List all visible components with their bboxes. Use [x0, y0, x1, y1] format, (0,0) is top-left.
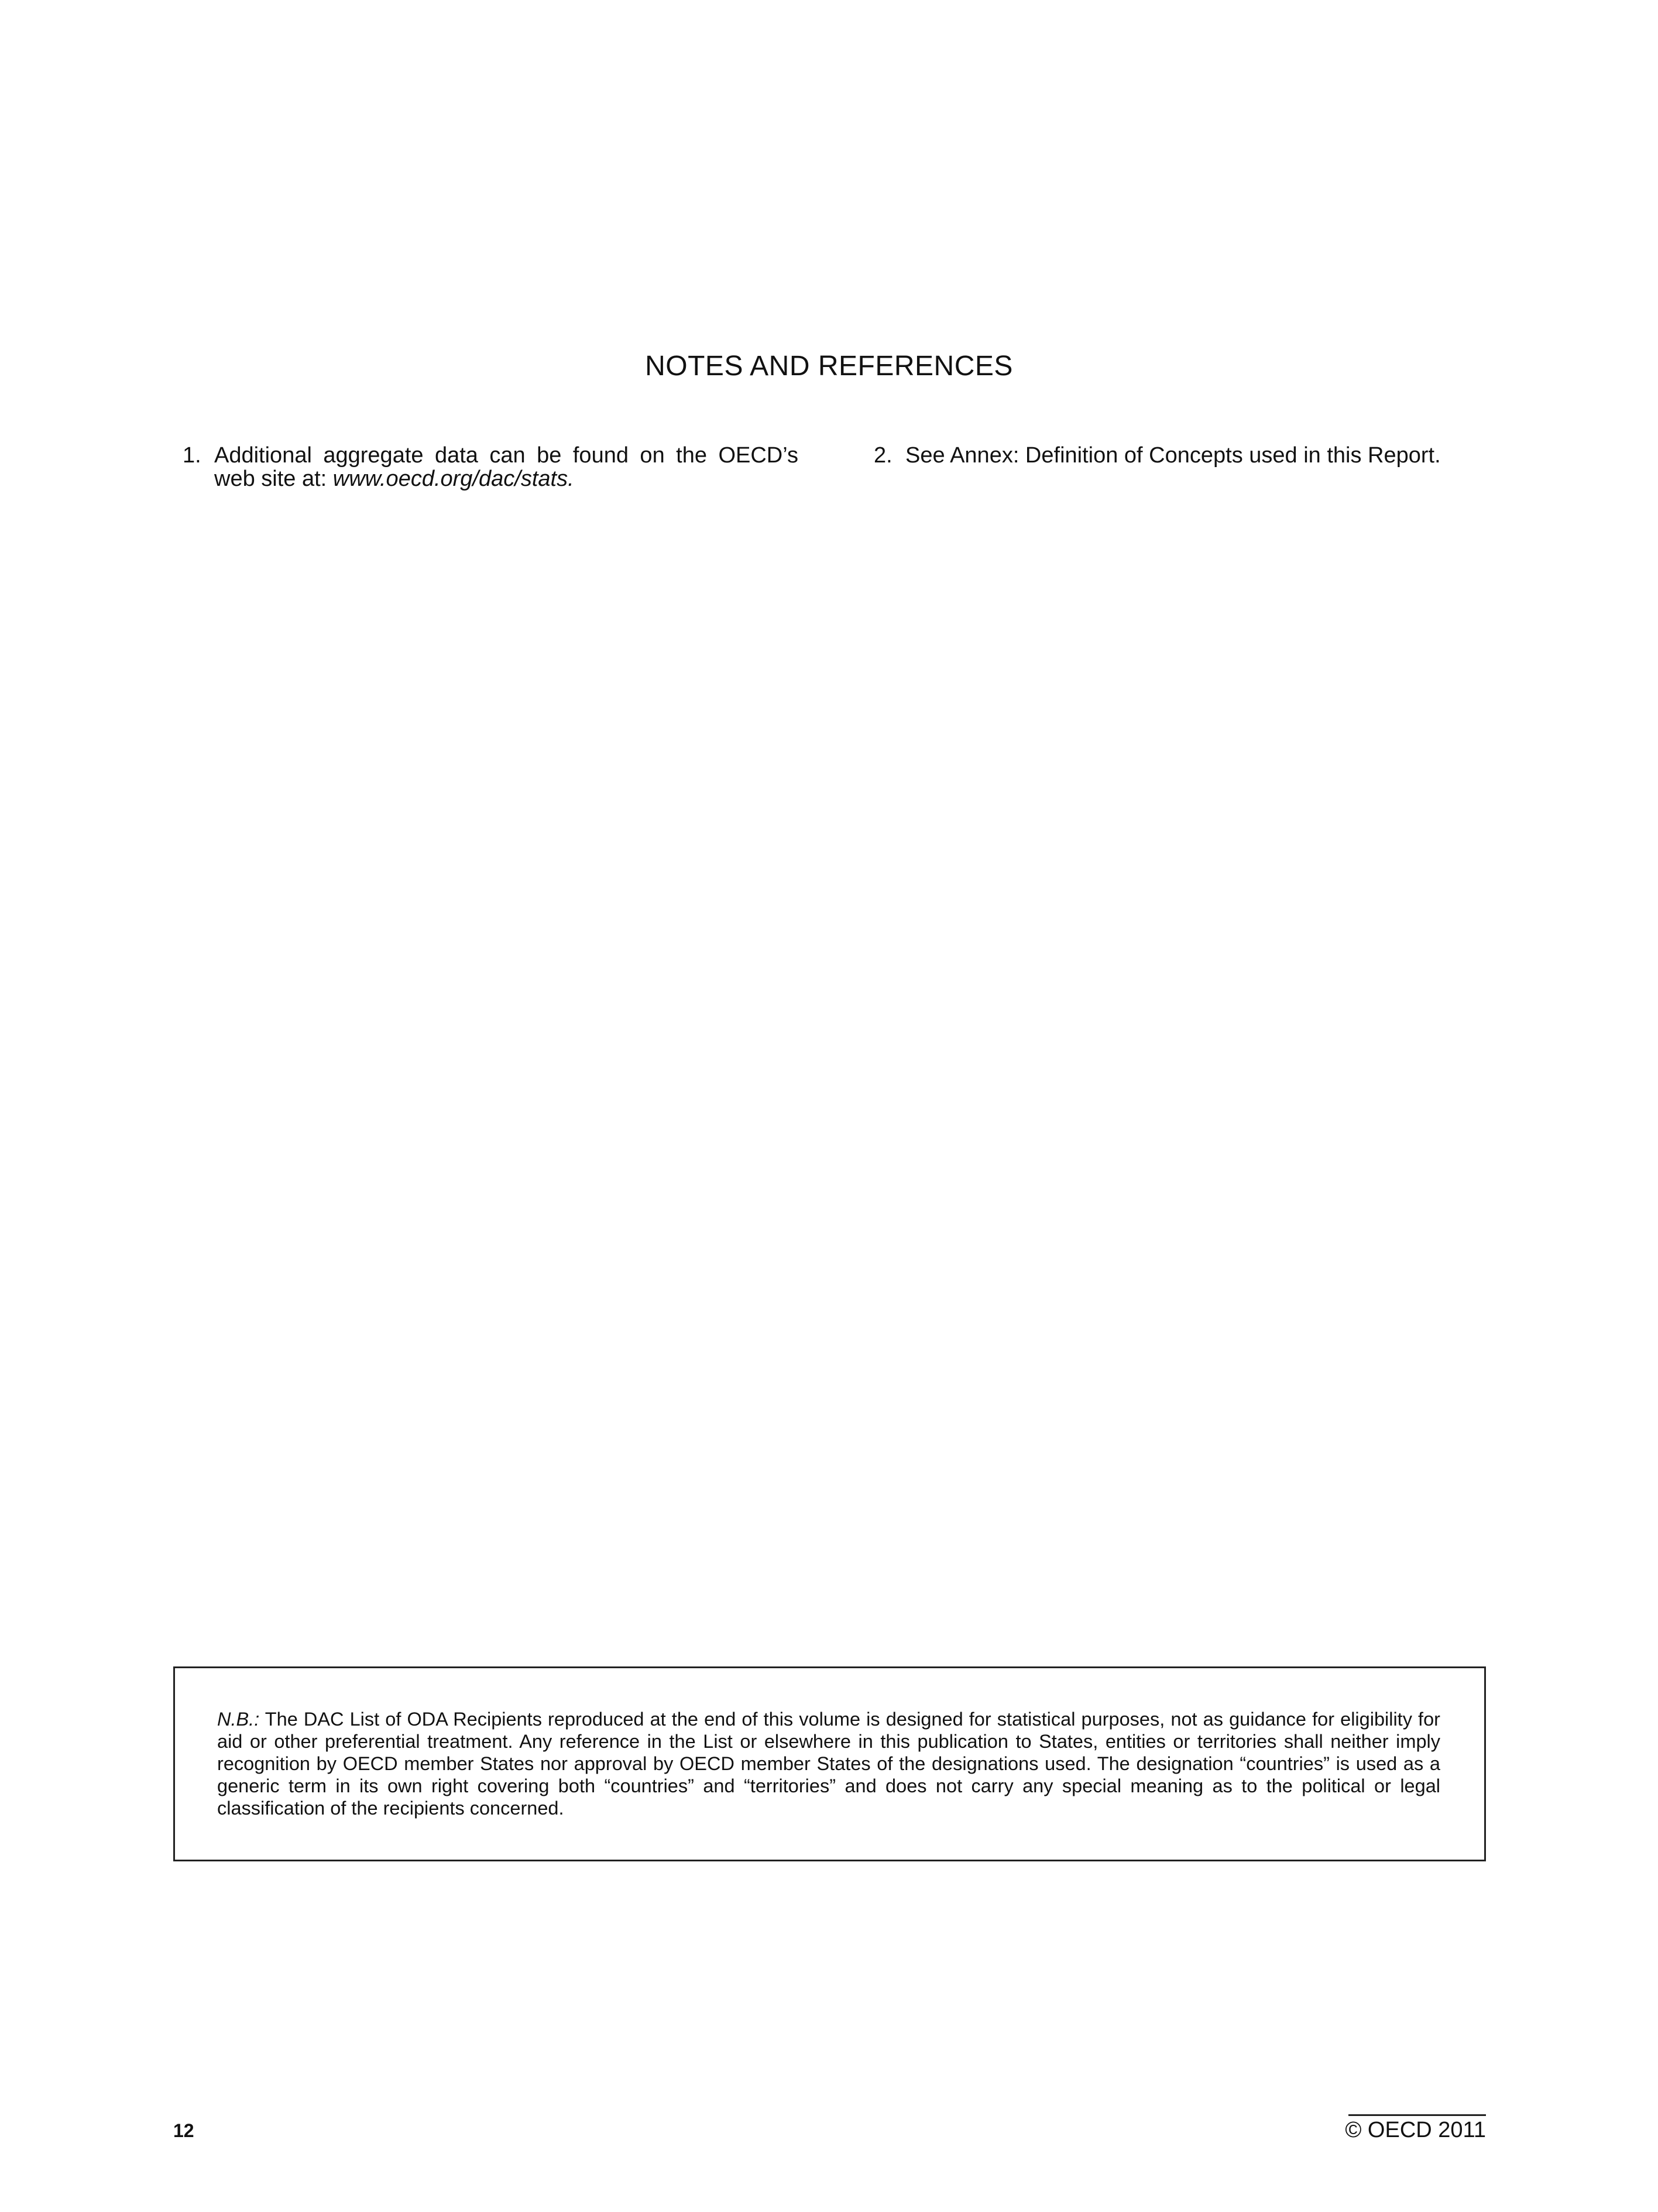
- note-1: [183, 444, 798, 491]
- note-1-body: [214, 444, 798, 491]
- note-1-text: Additional aggregate data can be found on the OECD’s web site at:: [214, 443, 798, 491]
- nb-body: The DAC List of ODA Recipients reproduced at the end of this volume is designed for statistical purposes, not as guidance for eligibility for aid or other preferential treatment. Any reference in the List or elsewhere in this publication to States, entities or territories shall neither imply recognition by OECD member States nor approval by OECD member States of the designations used. The designation “countries” is used as a generic term in its own right covering both “countries” and “territories” and does not carry any special meaning as to the political or legal classification of the recipients concerned.: [217, 1709, 1440, 1819]
- note-2: [874, 444, 1518, 467]
- nb-label: N.B.:: [217, 1709, 260, 1730]
- note-2-number: 2.: [874, 443, 892, 468]
- note-2-body: [905, 444, 1518, 467]
- page-number: 12: [173, 2120, 194, 2141]
- note-2-text: See Annex: Definition of Concepts used in this Report.: [905, 443, 1441, 468]
- note-1-number: 1.: [183, 443, 201, 468]
- section-title: NOTES AND REFERENCES: [645, 351, 1013, 382]
- copyright-notice: © OECD 2011: [1345, 2118, 1486, 2142]
- note-1-link: www.oecd.org/dac/stats.: [332, 467, 574, 491]
- nb-disclaimer-box: [173, 1666, 1486, 1861]
- nb-disclaimer-text: [217, 1708, 1440, 1819]
- copyright-rule: [1348, 2114, 1486, 2116]
